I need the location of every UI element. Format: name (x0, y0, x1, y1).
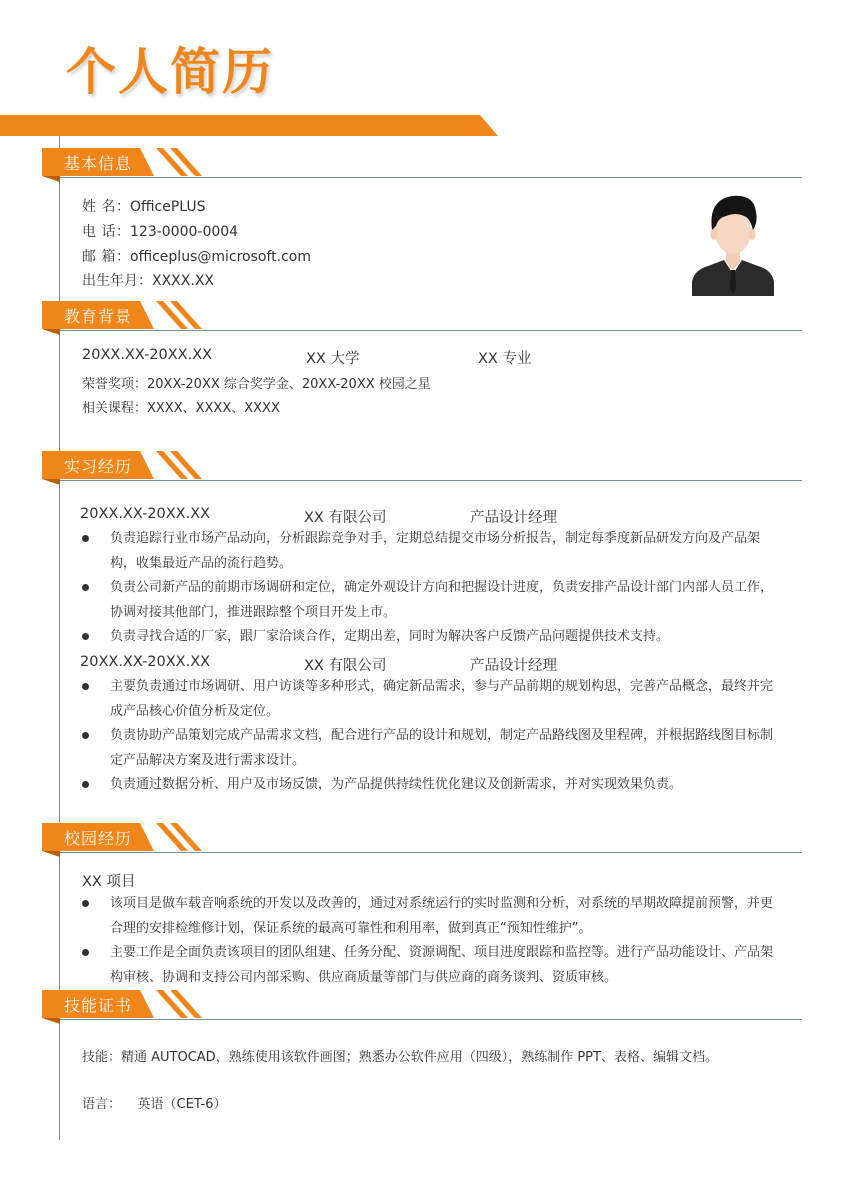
education-school: XX 大学 (306, 351, 360, 367)
campus-project: XX 项目 (82, 874, 136, 890)
education-period: 20XX.XX-20XX.XX (82, 347, 213, 363)
section-header-internship (42, 451, 190, 483)
email-value: officeplus@microsoft.com (130, 249, 311, 265)
job-period: 20XX.XX-20XX.XX (80, 654, 211, 670)
list-item: 负责寻找合适的厂家，跟厂家洽谈合作，定期出差，同时为解决客户反馈产品问题提供技术支持。 (80, 625, 780, 650)
section-title: 基本信息 (64, 154, 133, 173)
email-label: 邮 箱： (82, 249, 130, 265)
birth-label: 出生年月： (82, 273, 152, 289)
section-header-basic (42, 148, 190, 180)
name-row (82, 196, 206, 216)
page-title: 个人简历 (66, 43, 274, 101)
section-title: 技能证书 (64, 996, 133, 1015)
list-item: 负责协助产品策划完成产品需求文档，配合进行产品的设计和规划，制定产品路线图及里程碑，并根据路线图目标制定产品解决方案及进行需求设计。 (80, 724, 780, 773)
section-header-campus (42, 823, 190, 855)
section-header-education (42, 301, 190, 333)
phone-label: 电 话： (82, 224, 130, 240)
language-line: 语言： 英语（CET-6） (82, 1097, 227, 1112)
name-label: 姓 名： (82, 199, 130, 215)
phone-row (82, 221, 238, 241)
job-company: XX 有限公司 (304, 658, 387, 674)
section-title: 实习经历 (64, 457, 133, 476)
list-item: 负责追踪行业市场产品动向，分析跟踪竞争对手，定期总结提交市场分析报告，制定每季度新品研发方向及产品架构，收集最近产品的流行趋势。 (80, 527, 780, 576)
section-title: 校园经历 (64, 829, 133, 848)
job-period: 20XX.XX-20XX.XX (80, 506, 211, 522)
section-title: 教育背景 (64, 307, 133, 326)
birth-value: XXXX.XX (152, 273, 214, 289)
job-bullet-list (80, 675, 780, 798)
job-role: 产品设计经理 (470, 510, 557, 526)
education-courses: 相关课程：XXXX、XXXX、XXXX (82, 401, 280, 416)
job-bullet-list (80, 527, 780, 650)
skills-line: 技能：精通 AUTOCAD，熟练使用该软件画图；熟悉办公软件应用（四级），熟练制作 PPT、表格、编辑文档。 (82, 1050, 718, 1065)
title-accent-bar (0, 115, 498, 136)
phone-value: 123-0000-0004 (130, 224, 239, 240)
email-row (82, 246, 311, 266)
list-item: 负责通过数据分析、用户及市场反馈，为产品提供持续性优化建议及创新需求，并对实现效果负责。 (80, 773, 780, 798)
name-value: OfficePLUS (130, 199, 206, 215)
list-item: 该项目是做车载音响系统的开发以及改善的，通过对系统运行的实时监测和分析，对系统的早期故障提前预警，并更合理的安排检维修计划，保证系统的最高可靠性和利用率，做到真正“预知性维护”。 (80, 892, 780, 941)
birth-row (82, 270, 214, 290)
list-item: 主要工作是全面负责该项目的团队组建、任务分配、资源调配、项目进度跟踪和监控等。进行产品功能设计、产品架构审核、协调和支持公司内部采购、供应商质量等部门与供应商的商务谈判、资质审核。 (80, 941, 780, 990)
job-company: XX 有限公司 (304, 510, 387, 526)
list-item: 主要负责通过市场调研、用户访谈等多种形式，确定新品需求，参与产品前期的规划构思，完善产品概念，最终并完成产品核心价值分析及定位。 (80, 675, 780, 724)
person-avatar-icon (692, 190, 774, 296)
education-honors: 荣誉奖项：20XX-20XX 综合奖学金、20XX-20XX 校园之星 (82, 377, 431, 392)
campus-bullet-list (80, 892, 780, 990)
job-role: 产品设计经理 (470, 658, 557, 674)
list-item: 负责公司新产品的前期市场调研和定位，确定外观设计方向和把握设计进度，负责安排产品设计部门内部人员工作，协调对接其他部门，推进跟踪整个项目开发上市。 (80, 576, 780, 625)
education-major: XX 专业 (478, 351, 532, 367)
section-header-skills (42, 990, 190, 1022)
